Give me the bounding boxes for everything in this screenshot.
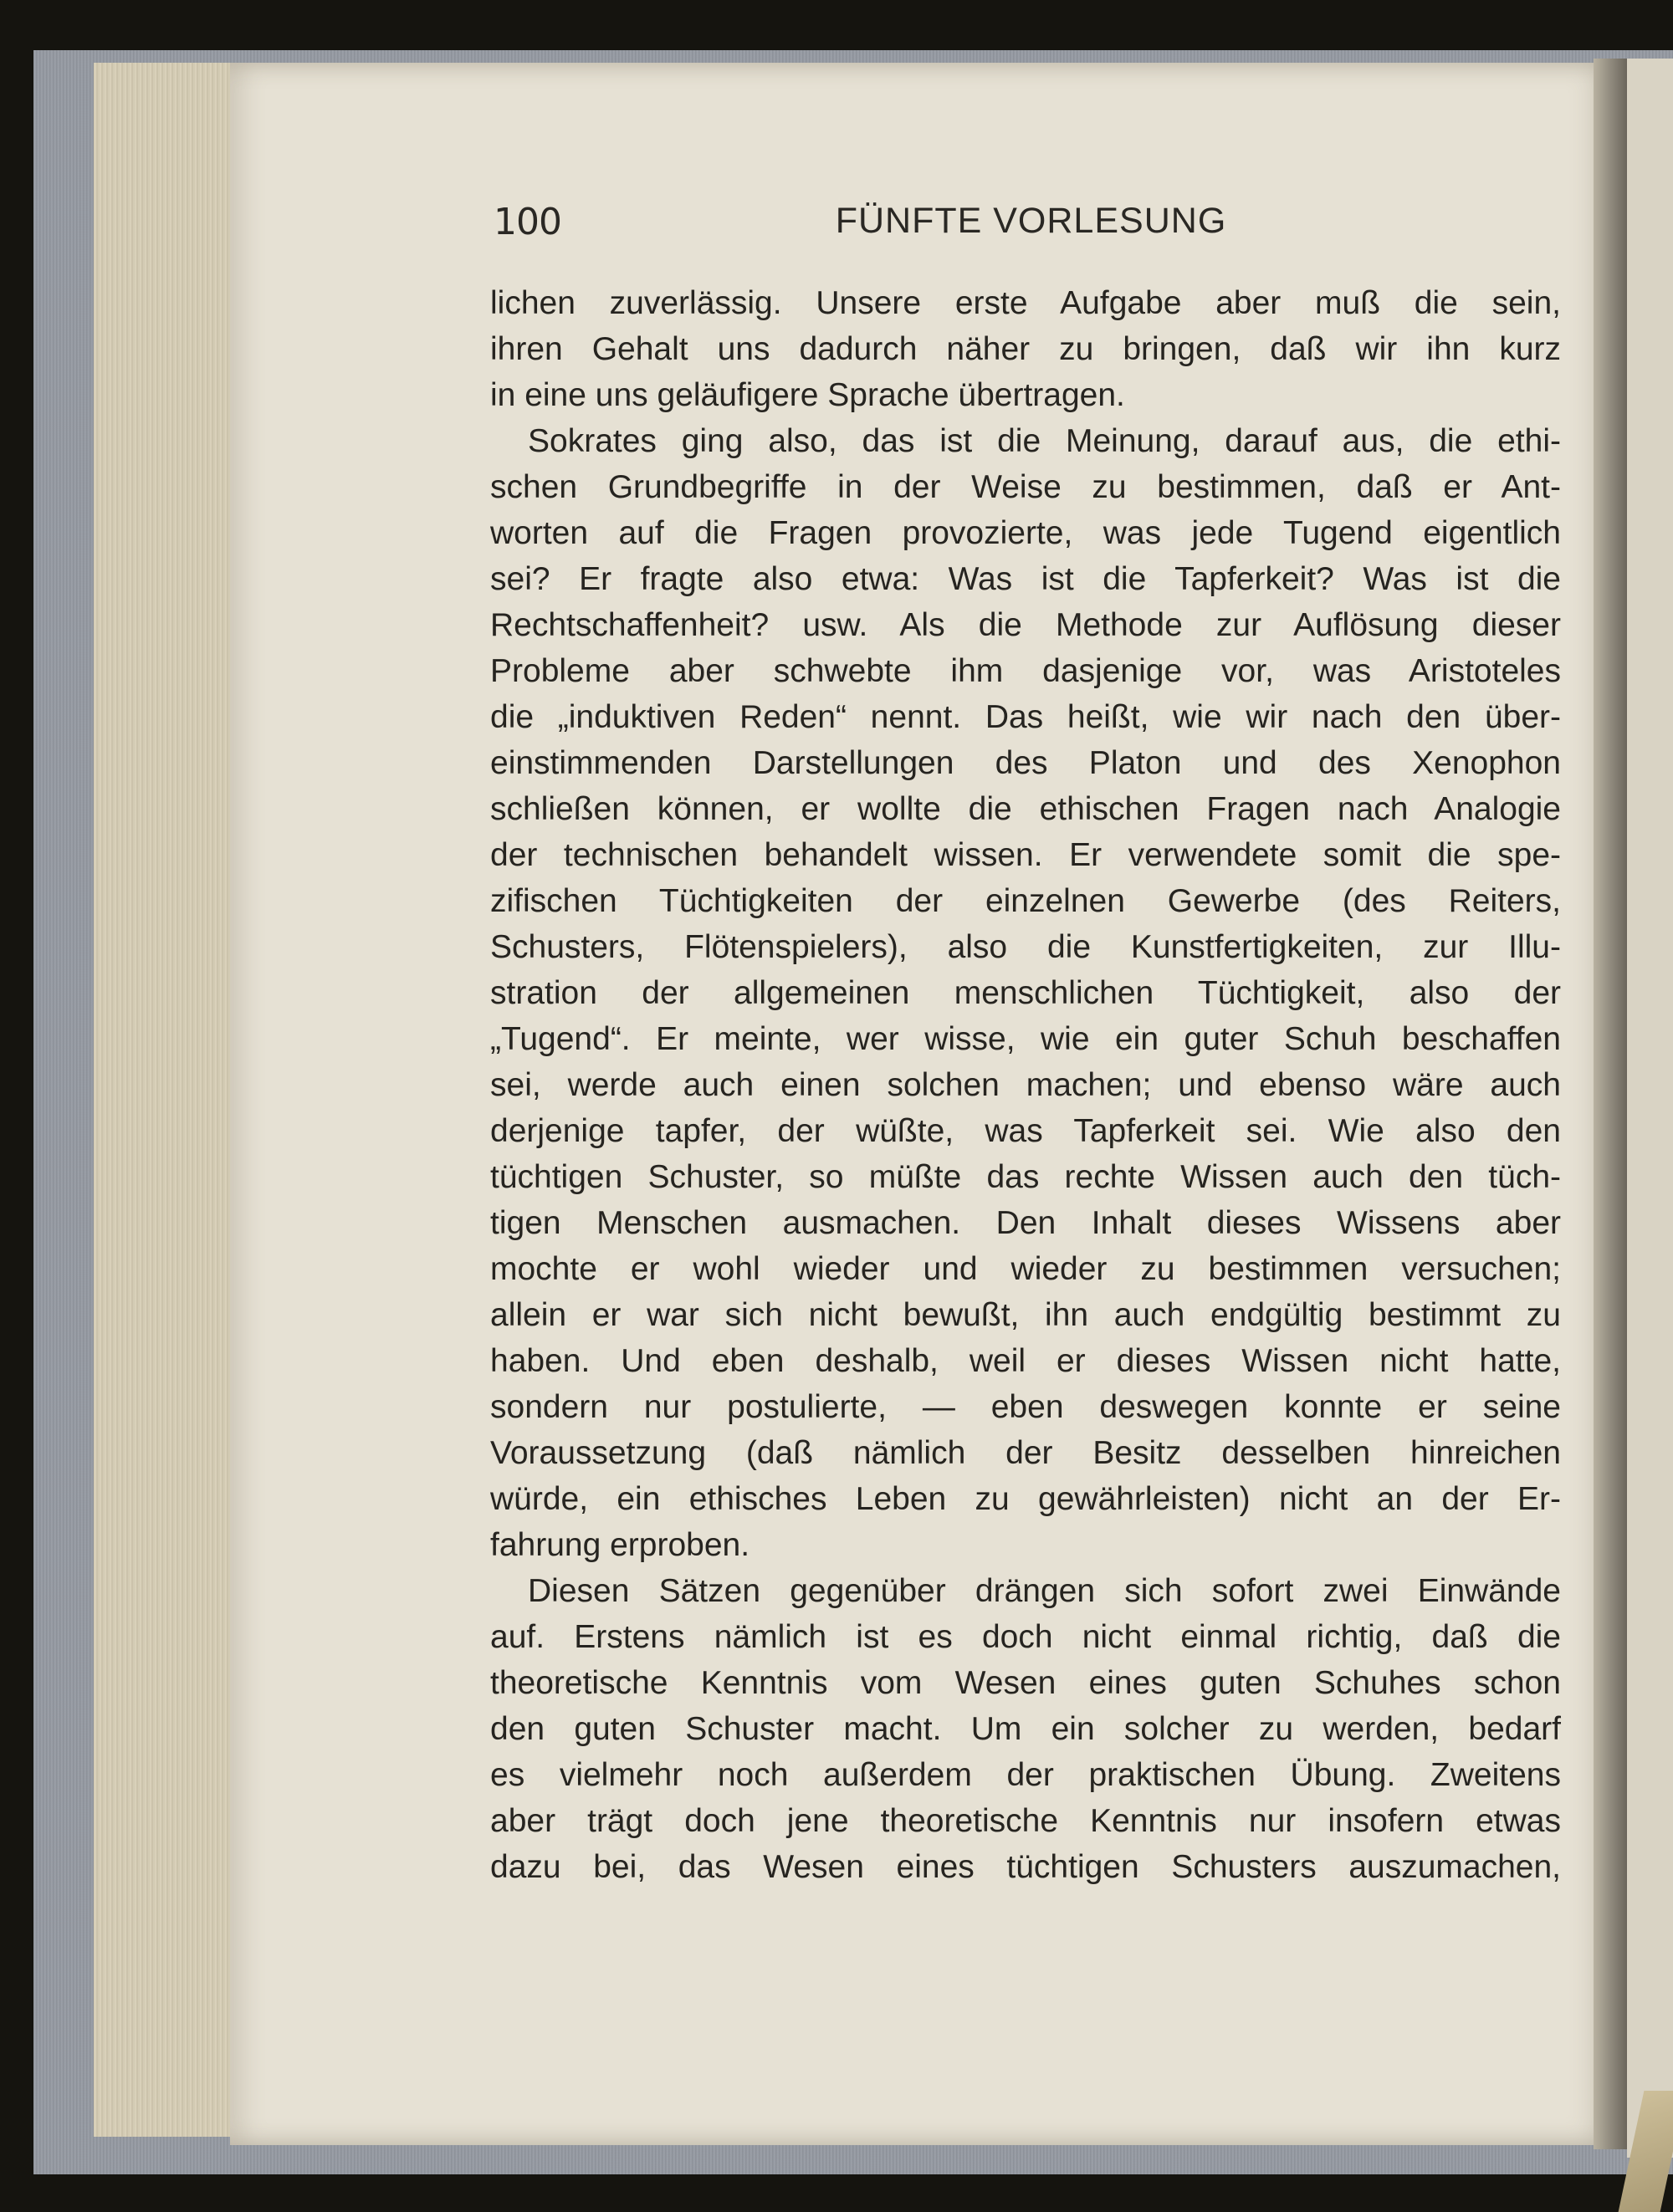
text-line: die „induktiven Reden“ nennt. Das heißt, wie wir nach den über- [490,699,1561,735]
text-line: ihren Gehalt uns dadurch näher zu bringen, daß wir ihn kurz [490,331,1561,367]
text-line: Probleme aber schwebte ihm dasjenige vor, was Aristoteles [490,653,1561,689]
text-line: aber trägt doch jene theoretische Kenntnis nur insofern etwas [490,1803,1561,1839]
text-line: tigen Menschen ausmachen. Den Inhalt dieses Wissens aber [490,1205,1561,1241]
text-line: Sokrates ging also, das ist die Meinung, darauf aus, die ethi- [528,423,1561,459]
text-line: einstimmenden Darstellungen des Platon und des Xenophon [490,745,1561,781]
text-line: in eine uns geläufigere Sprache übertragen. [490,377,1125,413]
text-line: es vielmehr noch außerdem der praktischen Übung. Zweitens [490,1757,1561,1793]
text-line: dazu bei, das Wesen eines tüchtigen Schusters auszumachen, [490,1849,1561,1885]
text-line: Rechtschaffenheit? usw. Als die Methode zur Auflösung dieser [490,607,1561,643]
text-line: stration der allgemeinen menschlichen Tüchtigkeit, also der [490,975,1561,1011]
body-text [490,280,1561,1890]
text-line: den guten Schuster macht. Um ein solcher zu werden, bedarf [490,1711,1561,1747]
text-line: Diesen Sätzen gegenüber drängen sich sofort zwei Einwände [528,1573,1561,1609]
facing-page-edge [1627,59,1673,2158]
text-line: worten auf die Fragen provozierte, was jede Tugend eigentlich [490,515,1561,551]
text-line: sei, werde auch einen solchen machen; und ebenso wäre auch [490,1067,1561,1103]
text-line: tüchtigen Schuster, so müßte das rechte Wissen auch den tüch- [490,1159,1561,1195]
text-line: auf. Erstens nämlich ist es doch nicht einmal richtig, daß die [490,1619,1561,1655]
page-header [494,201,1568,259]
text-line: würde, ein ethisches Leben zu gewährleisten) nicht an der Er- [490,1481,1561,1517]
text-line: sei? Er fragte also etwa: Was ist die Tapferkeit? Was ist die [490,561,1561,597]
text-line: „Tugend“. Er meinte, wer wisse, wie ein guter Schuh beschaffen [490,1021,1561,1057]
text-line: derjenige tapfer, der wüßte, was Tapferkeit sei. Wie also den [490,1113,1561,1149]
text-line: Schusters, Flötenspielers), also die Kunstfertigkeiten, zur Illu- [490,929,1561,965]
text-line: theoretische Kenntnis vom Wesen eines guten Schuhes schon [490,1665,1561,1701]
book-gutter [1594,59,1627,2149]
text-line: zifischen Tüchtigkeiten der einzelnen Gewerbe (des Reiters, [490,883,1561,919]
text-line: sondern nur postulierte, — eben deswegen konnte er seine [490,1389,1561,1425]
text-line: schen Grundbegriffe in der Weise zu bestimmen, daß er Ant- [490,469,1561,505]
running-head: FÜNFTE VORLESUNG [835,201,1227,241]
text-line: Voraussetzung (daß nämlich der Besitz desselben hinreichen [490,1435,1561,1471]
text-line: haben. Und eben deshalb, weil er dieses Wissen nicht hatte, [490,1343,1561,1379]
text-line: der technischen behandelt wissen. Er verwendete somit die spe- [490,837,1561,873]
page-edges [94,63,248,2137]
text-line: allein er war sich nicht bewußt, ihn auch endgültig bestimmt zu [490,1297,1561,1333]
text-line: schließen können, er wollte die ethischen Fragen nach Analogie [490,791,1561,827]
text-line: fahrung erproben. [490,1527,750,1563]
page-number: 100 [494,201,561,243]
text-line: mochte er wohl wieder und wieder zu bestimmen versuchen; [490,1251,1561,1287]
text-line: lichen zuverlässig. Unsere erste Aufgabe aber muß die sein, [490,285,1561,321]
